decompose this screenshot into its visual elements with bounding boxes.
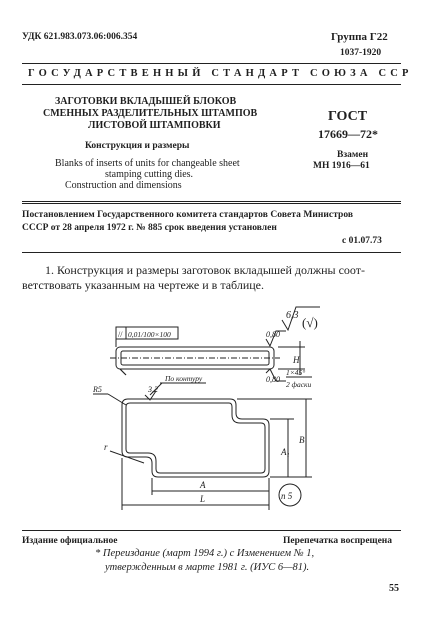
contour-note: По контуру	[165, 374, 203, 383]
classification-code: 1037-1920	[340, 48, 382, 58]
replaces-value: МН 1916—61	[313, 161, 370, 171]
dim-b: B	[299, 435, 305, 445]
standard-title: ГОСУДАРСТВЕННЫЙ СТАНДАРТ СОЮЗА ССР	[28, 68, 413, 79]
title-en-line-3: Construction and dimensions	[65, 180, 182, 191]
dim-h: H	[293, 355, 300, 365]
reissue-note-line-1: * Переиздание (март 1994 г.) с Изменением № 1,	[95, 548, 315, 559]
chamfer-note: 2 фаски	[286, 380, 312, 389]
page-number: 55	[389, 583, 399, 594]
radius-label: R5	[93, 385, 102, 394]
footer-rule	[22, 530, 401, 531]
dim-l: L	[200, 494, 206, 504]
replaces-label: Взамен	[337, 150, 369, 160]
chamfer-label: 1×45°	[286, 368, 306, 377]
decree-line-1: Постановлением Государственного комитета стандартов Совета Министров	[22, 210, 354, 220]
title-double-rule	[22, 201, 401, 204]
paragraph-line-2: ветствовать указанным на чертеже и в таблице.	[22, 278, 264, 292]
decree-rule	[22, 252, 401, 253]
title-en-line-1: Blanks of inserts of units for changeable sheet	[55, 158, 240, 169]
title-subtitle: Конструкция и размеры	[85, 141, 190, 151]
surface-finish-bottom: 0,80	[266, 375, 280, 384]
insert-outline	[122, 399, 269, 477]
paragraph-line-1: 1. Конструкция и размеры заготовок вкладышей должны соот-	[45, 263, 365, 277]
inner-radius-label: r	[104, 442, 108, 452]
corner-radius-value: 3,2	[148, 385, 158, 394]
detail-label: n 5	[281, 491, 293, 501]
parallelism-value: 0,01/100×100	[128, 330, 171, 339]
decree-date: с 01.07.73	[342, 236, 382, 246]
title-line-1: ЗАГОТОВКИ ВКЛАДЫШЕЙ БЛОКОВ	[55, 96, 237, 107]
official-edition: Издание официальное	[22, 536, 118, 546]
udk-code: УДК 621.983.073.06:006.354	[22, 32, 138, 42]
gost-number: 17669—72*	[318, 127, 378, 141]
title-line-3: ЛИСТОВОЙ ШТАМПОВКИ	[88, 120, 221, 131]
roughness-value: 6,3	[286, 310, 299, 321]
title-en-line-2: stamping cutting dies.	[105, 169, 194, 180]
group-code: Группа Г22	[331, 31, 388, 43]
technical-drawing	[0, 295, 423, 535]
reissue-note-line-2: утвержденным в марте 1981 г. (ИУС 6—81).	[105, 562, 310, 573]
reprint-prohibited: Перепечатка воспрещена	[283, 536, 393, 546]
parallelism-symbol: //	[118, 330, 123, 339]
surface-finish-top: 0,80	[266, 330, 280, 339]
dim-a1: A₁	[281, 447, 290, 457]
gost-label: ГОСТ	[328, 109, 368, 124]
header-rule	[22, 63, 401, 64]
title-line-2: СМЕННЫХ РАЗДЕЛИТЕЛЬНЫХ ШТАМПОВ	[43, 108, 258, 119]
header-rule-lower	[22, 84, 401, 85]
dim-a: A	[200, 480, 206, 490]
roughness-extra: (√)	[302, 315, 318, 330]
decree-line-2: СССР от 28 апреля 1972 г. № 885 срок введения установлен	[22, 223, 277, 233]
